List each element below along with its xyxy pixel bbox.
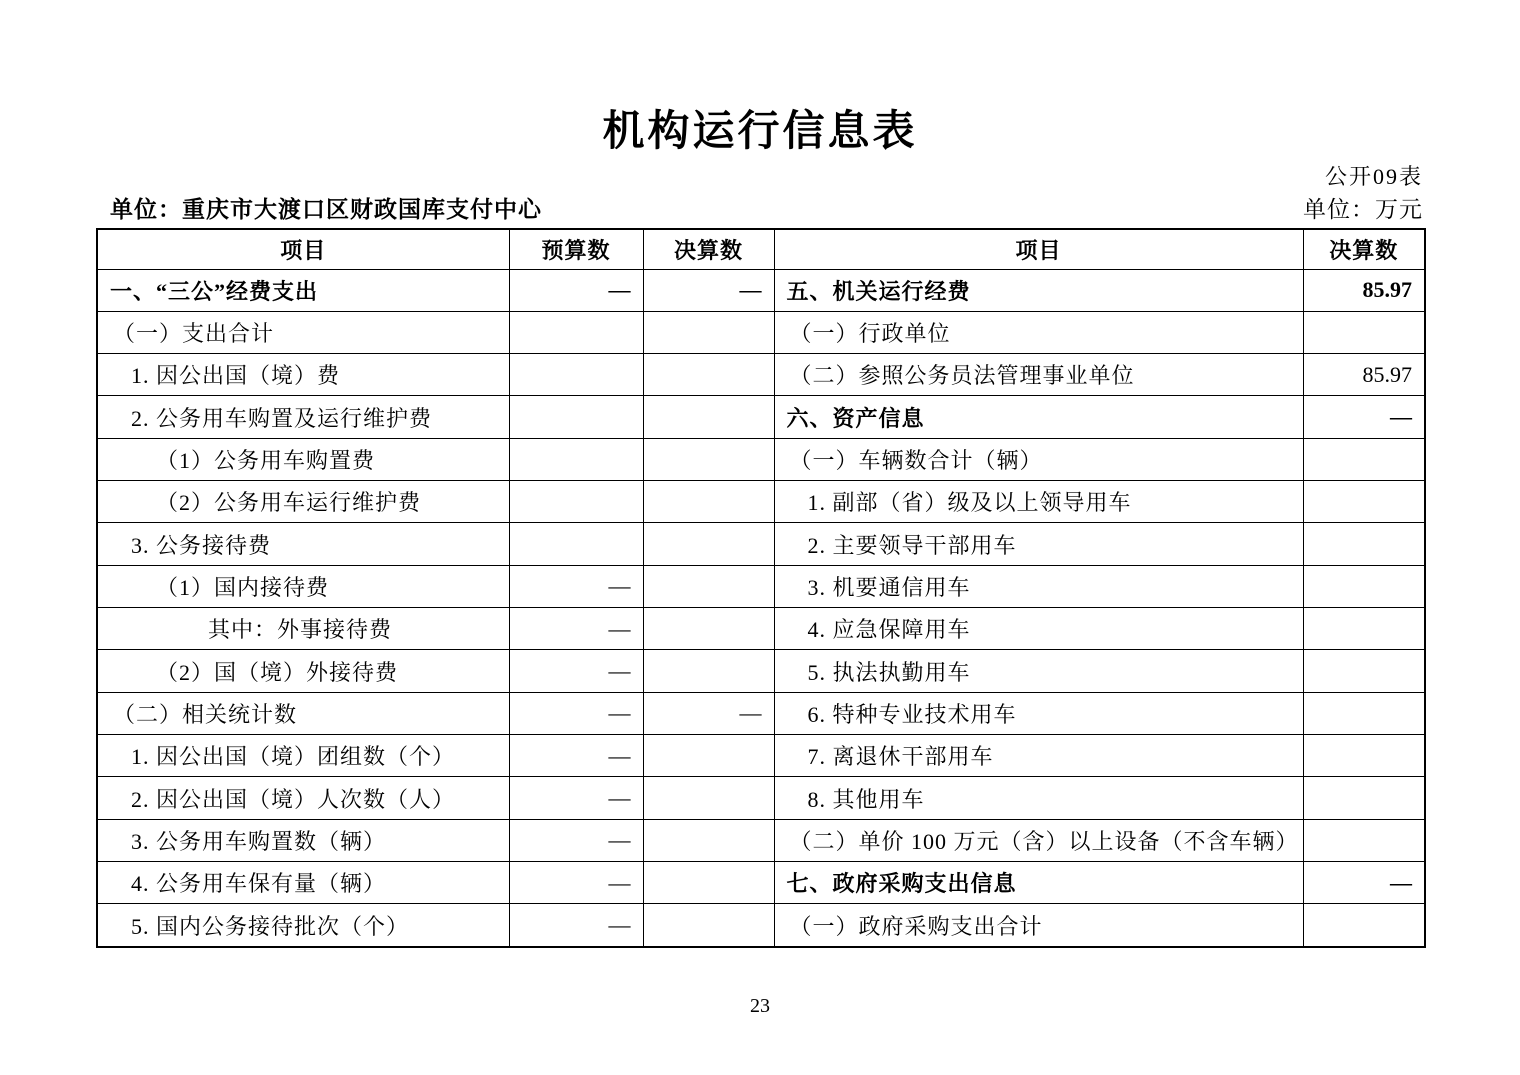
- left-item-label: （1）国内接待费: [97, 565, 509, 607]
- right-item-label: 1. 副部（省）级及以上领导用车: [774, 481, 1303, 523]
- right-item-label: 五、机关运行经费: [774, 269, 1303, 311]
- right-item-label: 8. 其他用车: [774, 777, 1303, 819]
- left-item-label: 4. 公务用车保有量（辆）: [97, 862, 509, 904]
- left-final-value: [643, 819, 774, 861]
- right-item-label: 4. 应急保障用车: [774, 608, 1303, 650]
- left-budget-value: —: [509, 862, 643, 904]
- left-budget-value: —: [509, 269, 643, 311]
- right-final-value: [1303, 735, 1425, 777]
- table-row: [97, 735, 1425, 777]
- table-row: [97, 354, 1425, 396]
- left-budget-value: [509, 481, 643, 523]
- header-budget: 预算数: [509, 229, 643, 269]
- left-final-value: [643, 862, 774, 904]
- table-row: [97, 396, 1425, 438]
- left-item-label: 5. 国内公务接待批次（个）: [97, 904, 509, 947]
- left-final-value: [643, 735, 774, 777]
- right-item-label: （二）参照公务员法管理事业单位: [774, 354, 1303, 396]
- left-budget-value: [509, 438, 643, 480]
- left-final-value: [643, 777, 774, 819]
- currency-unit-label: 单位：万元: [1303, 197, 1423, 222]
- right-final-value: [1303, 608, 1425, 650]
- left-final-value: [643, 354, 774, 396]
- left-budget-value: —: [509, 819, 643, 861]
- left-item-label: （2）国（境）外接待费: [97, 650, 509, 692]
- left-budget-value: [509, 396, 643, 438]
- right-final-value: 85.97: [1303, 354, 1425, 396]
- table-body: [97, 269, 1425, 947]
- right-item-label: 6. 特种专业技术用车: [774, 692, 1303, 734]
- right-final-value: —: [1303, 862, 1425, 904]
- left-item-label: （1）公务用车购置费: [97, 438, 509, 480]
- left-item-label: （二）相关统计数: [97, 692, 509, 734]
- left-item-label: 一、“三公”经费支出: [97, 269, 509, 311]
- table-row: [97, 904, 1425, 947]
- table-row: [97, 777, 1425, 819]
- org-unit-label: 单位：重庆市大渡口区财政国库支付中心: [110, 197, 542, 222]
- right-item-label: （二）单价 100 万元（含）以上设备（不含车辆）: [774, 819, 1303, 861]
- table-row: [97, 481, 1425, 523]
- right-final-value: [1303, 481, 1425, 523]
- left-final-value: [643, 650, 774, 692]
- left-budget-value: —: [509, 735, 643, 777]
- table-row: [97, 692, 1425, 734]
- table-row: [97, 565, 1425, 607]
- left-item-label: 2. 公务用车购置及运行维护费: [97, 396, 509, 438]
- table-row: [97, 269, 1425, 311]
- table-row: [97, 608, 1425, 650]
- header-row: [97, 229, 1425, 269]
- table-code-label: 公开09表: [1324, 164, 1423, 189]
- table-row: [97, 523, 1425, 565]
- header-right-item: 项目: [774, 229, 1303, 269]
- right-item-label: 2. 主要领导干部用车: [774, 523, 1303, 565]
- right-final-value: [1303, 692, 1425, 734]
- left-item-label: 2. 因公出国（境）人次数（人）: [97, 777, 509, 819]
- right-final-value: [1303, 650, 1425, 692]
- left-final-value: —: [643, 269, 774, 311]
- left-item-label: 1. 因公出国（境）费: [97, 354, 509, 396]
- table-row: [97, 650, 1425, 692]
- right-final-value: [1303, 438, 1425, 480]
- left-budget-value: —: [509, 904, 643, 947]
- left-budget-value: [509, 311, 643, 353]
- left-budget-value: [509, 354, 643, 396]
- operation-info-table: [96, 228, 1426, 948]
- right-item-label: 5. 执法执勤用车: [774, 650, 1303, 692]
- right-final-value: [1303, 777, 1425, 819]
- right-final-value: 85.97: [1303, 269, 1425, 311]
- left-final-value: —: [643, 692, 774, 734]
- page-number: 23: [750, 995, 770, 1017]
- left-item-label: 3. 公务用车购置数（辆）: [97, 819, 509, 861]
- left-final-value: [643, 523, 774, 565]
- right-item-label: （一）行政单位: [774, 311, 1303, 353]
- right-final-value: [1303, 904, 1425, 947]
- left-item-label: 3. 公务接待费: [97, 523, 509, 565]
- page-title: 机构运行信息表: [602, 107, 918, 154]
- left-budget-value: [509, 523, 643, 565]
- left-final-value: [643, 904, 774, 947]
- right-item-label: 六、资产信息: [774, 396, 1303, 438]
- right-item-label: 七、政府采购支出信息: [774, 862, 1303, 904]
- right-item-label: （一）车辆数合计（辆）: [774, 438, 1303, 480]
- right-item-label: 7. 离退休干部用车: [774, 735, 1303, 777]
- left-item-label: （2）公务用车运行维护费: [97, 481, 509, 523]
- right-final-value: —: [1303, 396, 1425, 438]
- header-final-right: 决算数: [1303, 229, 1425, 269]
- left-final-value: [643, 565, 774, 607]
- left-final-value: [643, 481, 774, 523]
- right-final-value: [1303, 523, 1425, 565]
- left-final-value: [643, 608, 774, 650]
- left-budget-value: —: [509, 777, 643, 819]
- left-final-value: [643, 311, 774, 353]
- right-final-value: [1303, 311, 1425, 353]
- left-budget-value: —: [509, 650, 643, 692]
- left-budget-value: —: [509, 565, 643, 607]
- left-budget-value: —: [509, 692, 643, 734]
- left-budget-value: —: [509, 608, 643, 650]
- right-item-label: （一）政府采购支出合计: [774, 904, 1303, 947]
- table-row: [97, 438, 1425, 480]
- header-final-left: 决算数: [643, 229, 774, 269]
- right-item-label: 3. 机要通信用车: [774, 565, 1303, 607]
- right-final-value: [1303, 565, 1425, 607]
- right-final-value: [1303, 819, 1425, 861]
- table-row: [97, 862, 1425, 904]
- left-item-label: 1. 因公出国（境）团组数（个）: [97, 735, 509, 777]
- left-item-label: （一）支出合计: [97, 311, 509, 353]
- left-final-value: [643, 396, 774, 438]
- table-row: [97, 311, 1425, 353]
- header-left-item: 项目: [97, 229, 509, 269]
- meta-row: [110, 191, 1423, 224]
- left-item-label: 其中：外事接待费: [97, 608, 509, 650]
- left-final-value: [643, 438, 774, 480]
- table-row: [97, 819, 1425, 861]
